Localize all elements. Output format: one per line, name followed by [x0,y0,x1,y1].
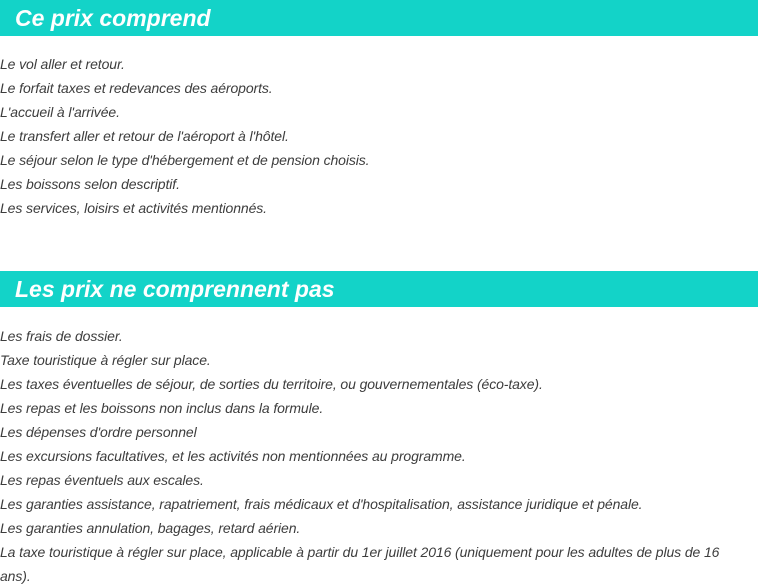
price-includes-heading: Ce prix comprend [0,0,758,36]
list-item: La taxe touristique à régler sur place, applicable à partir du 1er juillet 2016 (uniquement pour les adultes de plus de 16 ans). [0,544,720,584]
list-item: Le séjour selon le type d'hébergement et de pension choisis. [0,152,370,168]
list-item: Les excursions facultatives, et les activités non mentionnées au programme. [0,448,466,464]
list-item: Les taxes éventuelles de séjour, de sorties du territoire, ou gouvernementales (éco-taxe). [0,376,543,392]
list-item: Les boissons selon descriptif. [0,176,180,192]
list-item: Les garanties annulation, bagages, retard aérien. [0,520,301,536]
list-item: Le transfert aller et retour de l'aéroport à l'hôtel. [0,128,289,144]
list-item: Les garanties assistance, rapatriement, frais médicaux et d'hospitalisation, assistance juridique et pénale. [0,496,643,512]
list-item: Les frais de dossier. [0,328,123,344]
price-excludes-section [0,271,758,588]
list-item: Le forfait taxes et redevances des aéroports. [0,80,273,96]
price-includes-list [0,52,752,220]
list-item: Les dépenses d'ordre personnel [0,424,197,440]
price-excludes-heading: Les prix ne comprennent pas [0,271,758,307]
price-includes-section [0,0,758,220]
list-item: Les repas éventuels aux escales. [0,472,204,488]
list-item: Taxe touristique à régler sur place. [0,352,211,368]
list-item: L'accueil à l'arrivée. [0,104,120,120]
price-excludes-list [0,324,752,588]
list-item: Les repas et les boissons non inclus dans la formule. [0,400,324,416]
list-item: Le vol aller et retour. [0,56,125,72]
list-item: Les services, loisirs et activités mentionnés. [0,200,267,216]
